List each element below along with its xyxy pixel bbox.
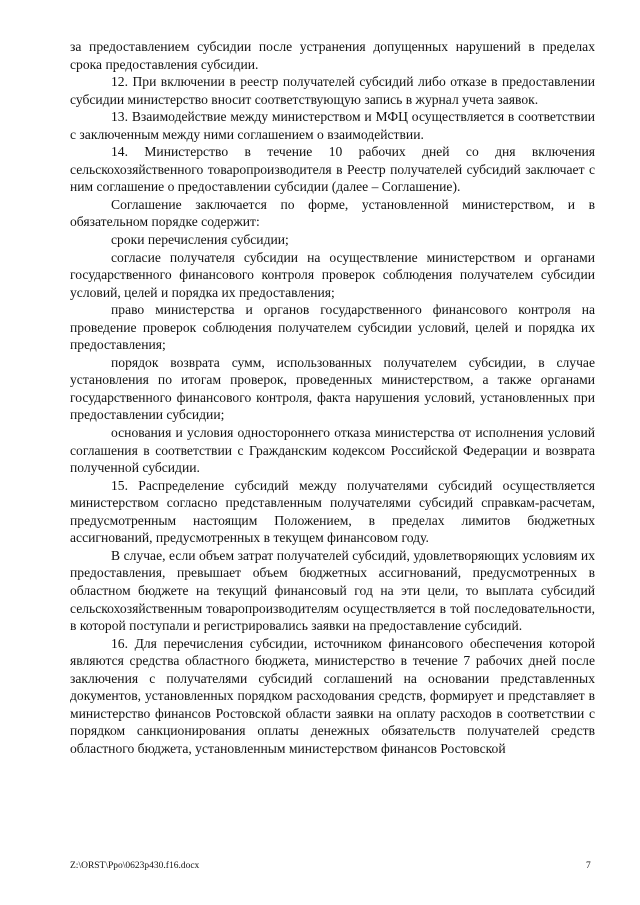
paragraph-item-14: 14. Министерство в течение 10 рабочих дней со дня включения сельскохозяйственного товаропроизводителя в Реестр получателей субсидий заключает с ним соглашение о предоставлении субсидии (далее – Соглашение).: [70, 144, 595, 195]
footer-page-number: 7: [586, 861, 591, 871]
list-item-right-to-inspect: право министерства и органов государственного финансового контроля на проведение проверок соблюдения получателем субсидии условий, целей и порядка их предоставления;: [70, 302, 595, 353]
paragraph-insufficient-funds: В случае, если объем затрат получателей субсидий, удовлетворяющих условиям их предоставления, превышает объем бюджетных ассигнований, предусмотренных в областном бюджете на текущий финансовый год на эти цели, то выплата субсидий сельскохозяйственным товаропроизводителям осуществляется в той последовательности, в которой поступали и регистрировались заявки на предоставление субсидий.: [70, 547, 595, 634]
document-body: [70, 38, 595, 757]
list-item-unilateral-refusal: основания и условия одностороннего отказа министерства от исполнения условий соглашения в соответствии с Гражданским кодексом Российской Федерации и возврата полученной субсидии.: [70, 425, 595, 476]
paragraph-continuation: за предоставлением субсидии после устранения допущенных нарушений в пределах срока предоставления субсидии.: [70, 39, 595, 72]
footer-file-path: Z:\ORST\Ppo\0623p430.f16.docx: [70, 861, 200, 871]
paragraph-item-15: 15. Распределение субсидий между получателями субсидий осуществляется министерством согласно представленным получателями субсидий справкам-расчетам, предусмотренным настоящим Положением, в пределах лимитов бюджетных ассигнований, предусмотренных в текущем финансовом году.: [70, 477, 595, 546]
list-item-transfer-terms: сроки перечисления субсидии;: [111, 232, 289, 248]
list-item-refund-procedure: порядок возврата сумм, использованных получателем субсидии, в случае установления по итогам проверок, проведенных министерством, а также органами государственного финансового контроля, факта нарушения условий, установленных при предоставлении субсидии;: [70, 354, 595, 423]
paragraph-item-13: 13. Взаимодействие между министерством и МФЦ осуществляется в соответствии с заключенным между ними соглашением о взаимодействии.: [70, 109, 595, 142]
paragraph-item-12: 12. При включении в реестр получателей субсидий либо отказе в предоставлении субсидии министерство вносит соответствующую запись в журнал учета заявок.: [70, 74, 595, 107]
list-item-consent: согласие получателя субсидии на осуществление министерством и органами государственного финансового контроля проверок соблюдения получателем субсидии условий, целей и порядка их предоставления;: [70, 249, 595, 300]
paragraph-agreement-form: Соглашение заключается по форме, установленной министерством, и в обязательном порядке содержит:: [70, 196, 595, 230]
paragraph-item-16: 16. Для перечисления субсидии, источником финансового обеспечения которой являются средства областного бюджета, министерство в течение 7 рабочих дней после заключения с получателями субсидий соглашений на основании представленных документов, установленных порядком расходования средств, формирует и представляет в министерство финансов Ростовской области заявки на оплату расходов в соответствии с порядком санкционирования оплаты денежных обязательств получателей средств областного бюджета, установленным министерством финансов Ростовской: [70, 635, 595, 756]
